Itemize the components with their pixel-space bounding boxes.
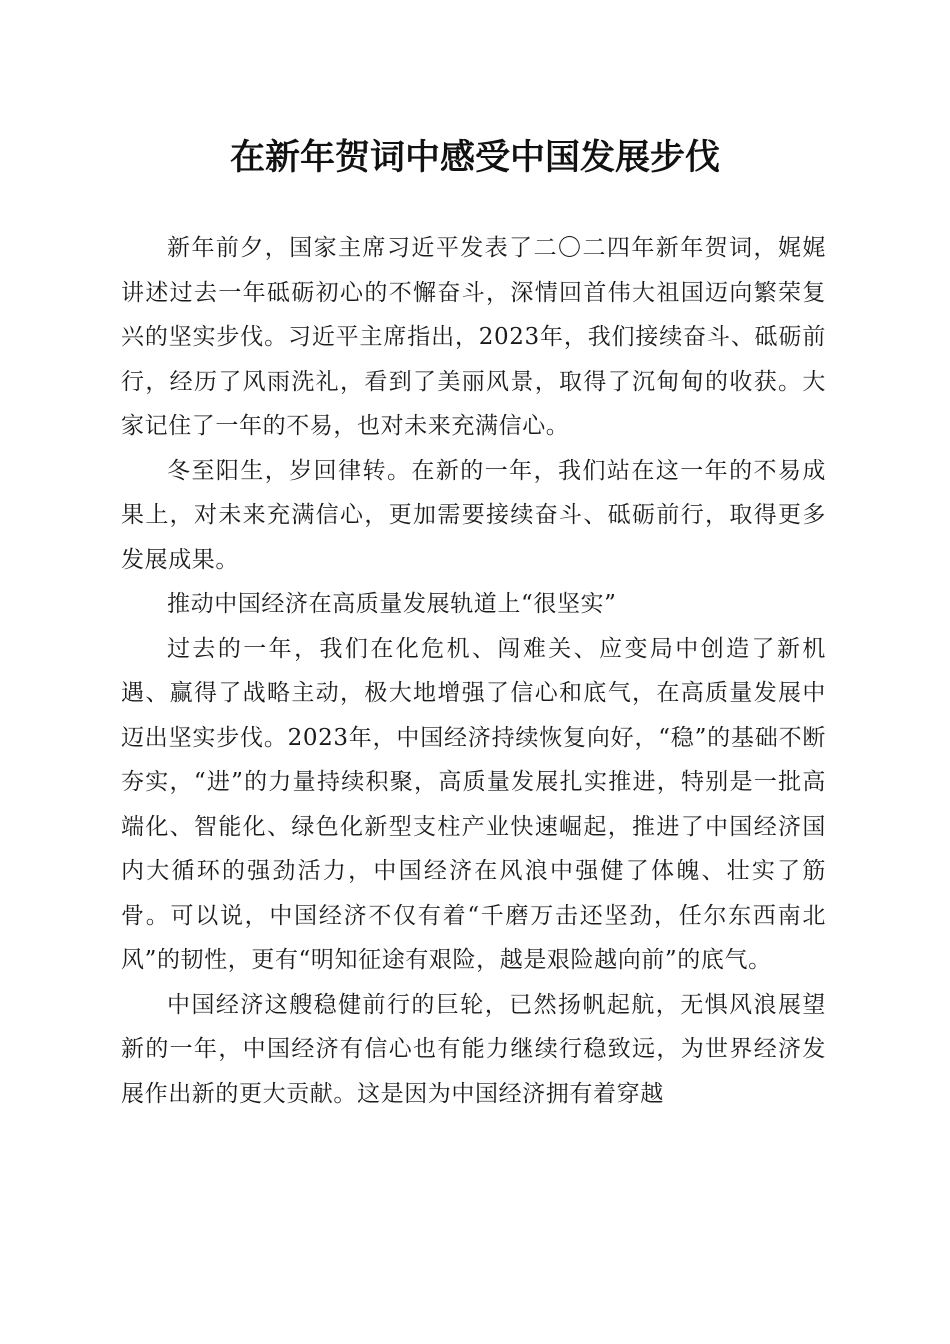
paragraph-4: 中国经济这艘稳健前行的巨轮，已然扬帆起航，无惧风浪展望新的一年，中国经济有信心也有能力继续行稳致远，为世界经济发展作出新的更大贡献。这是因为中国经济拥有着穿越 (121, 991, 826, 1107)
section-subheading: 推动中国经济在高质量发展轨道上“很坚实” (167, 591, 617, 617)
paragraph-3: 过去的一年，我们在化危机、闯难关、应变局中创造了新机遇、赢得了战略主动，极大地增强了信心和底气，在高质量发展中迈出坚实步伐。2023年，中国经济持续恢复向好，“稳”的基础不断夯实，“进”的力量持续积聚，高质量发展扎实推进，特别是一批高端化、智能化、绿色化新型支柱产业快速崛起，推进了中国经济国内大循环的强劲活力，中国经济在风浪中强健了体魄、壮实了筋骨。可以说，中国经济不仅有着“千磨万击还坚劲，任尔东西南北风”的韧性，更有“明知征途有艰险，越是艰险越向前”的底气。 (121, 635, 826, 973)
paragraph-2: 冬至阳生，岁回律转。在新的一年，我们站在这一年的不易成果上，对未来充满信心，更加需要接续奋斗、砥砺前行，取得更多发展成果。 (121, 457, 826, 573)
document-title: 在新年贺词中感受中国发展步伐 (229, 137, 720, 178)
document-body (121, 226, 826, 1116)
paragraph-1: 新年前夕，国家主席习近平发表了二〇二四年新年贺词，娓娓讲述过去一年砥砺初心的不懈奋斗，深情回首伟大祖国迈向繁荣复兴的坚实步伐。习近平主席指出，2023年，我们接续奋斗、砥砺前行，经历了风雨洗礼，看到了美丽风景，取得了沉甸甸的收获。大家记住了一年的不易，也对未来充满信心。 (121, 235, 826, 439)
